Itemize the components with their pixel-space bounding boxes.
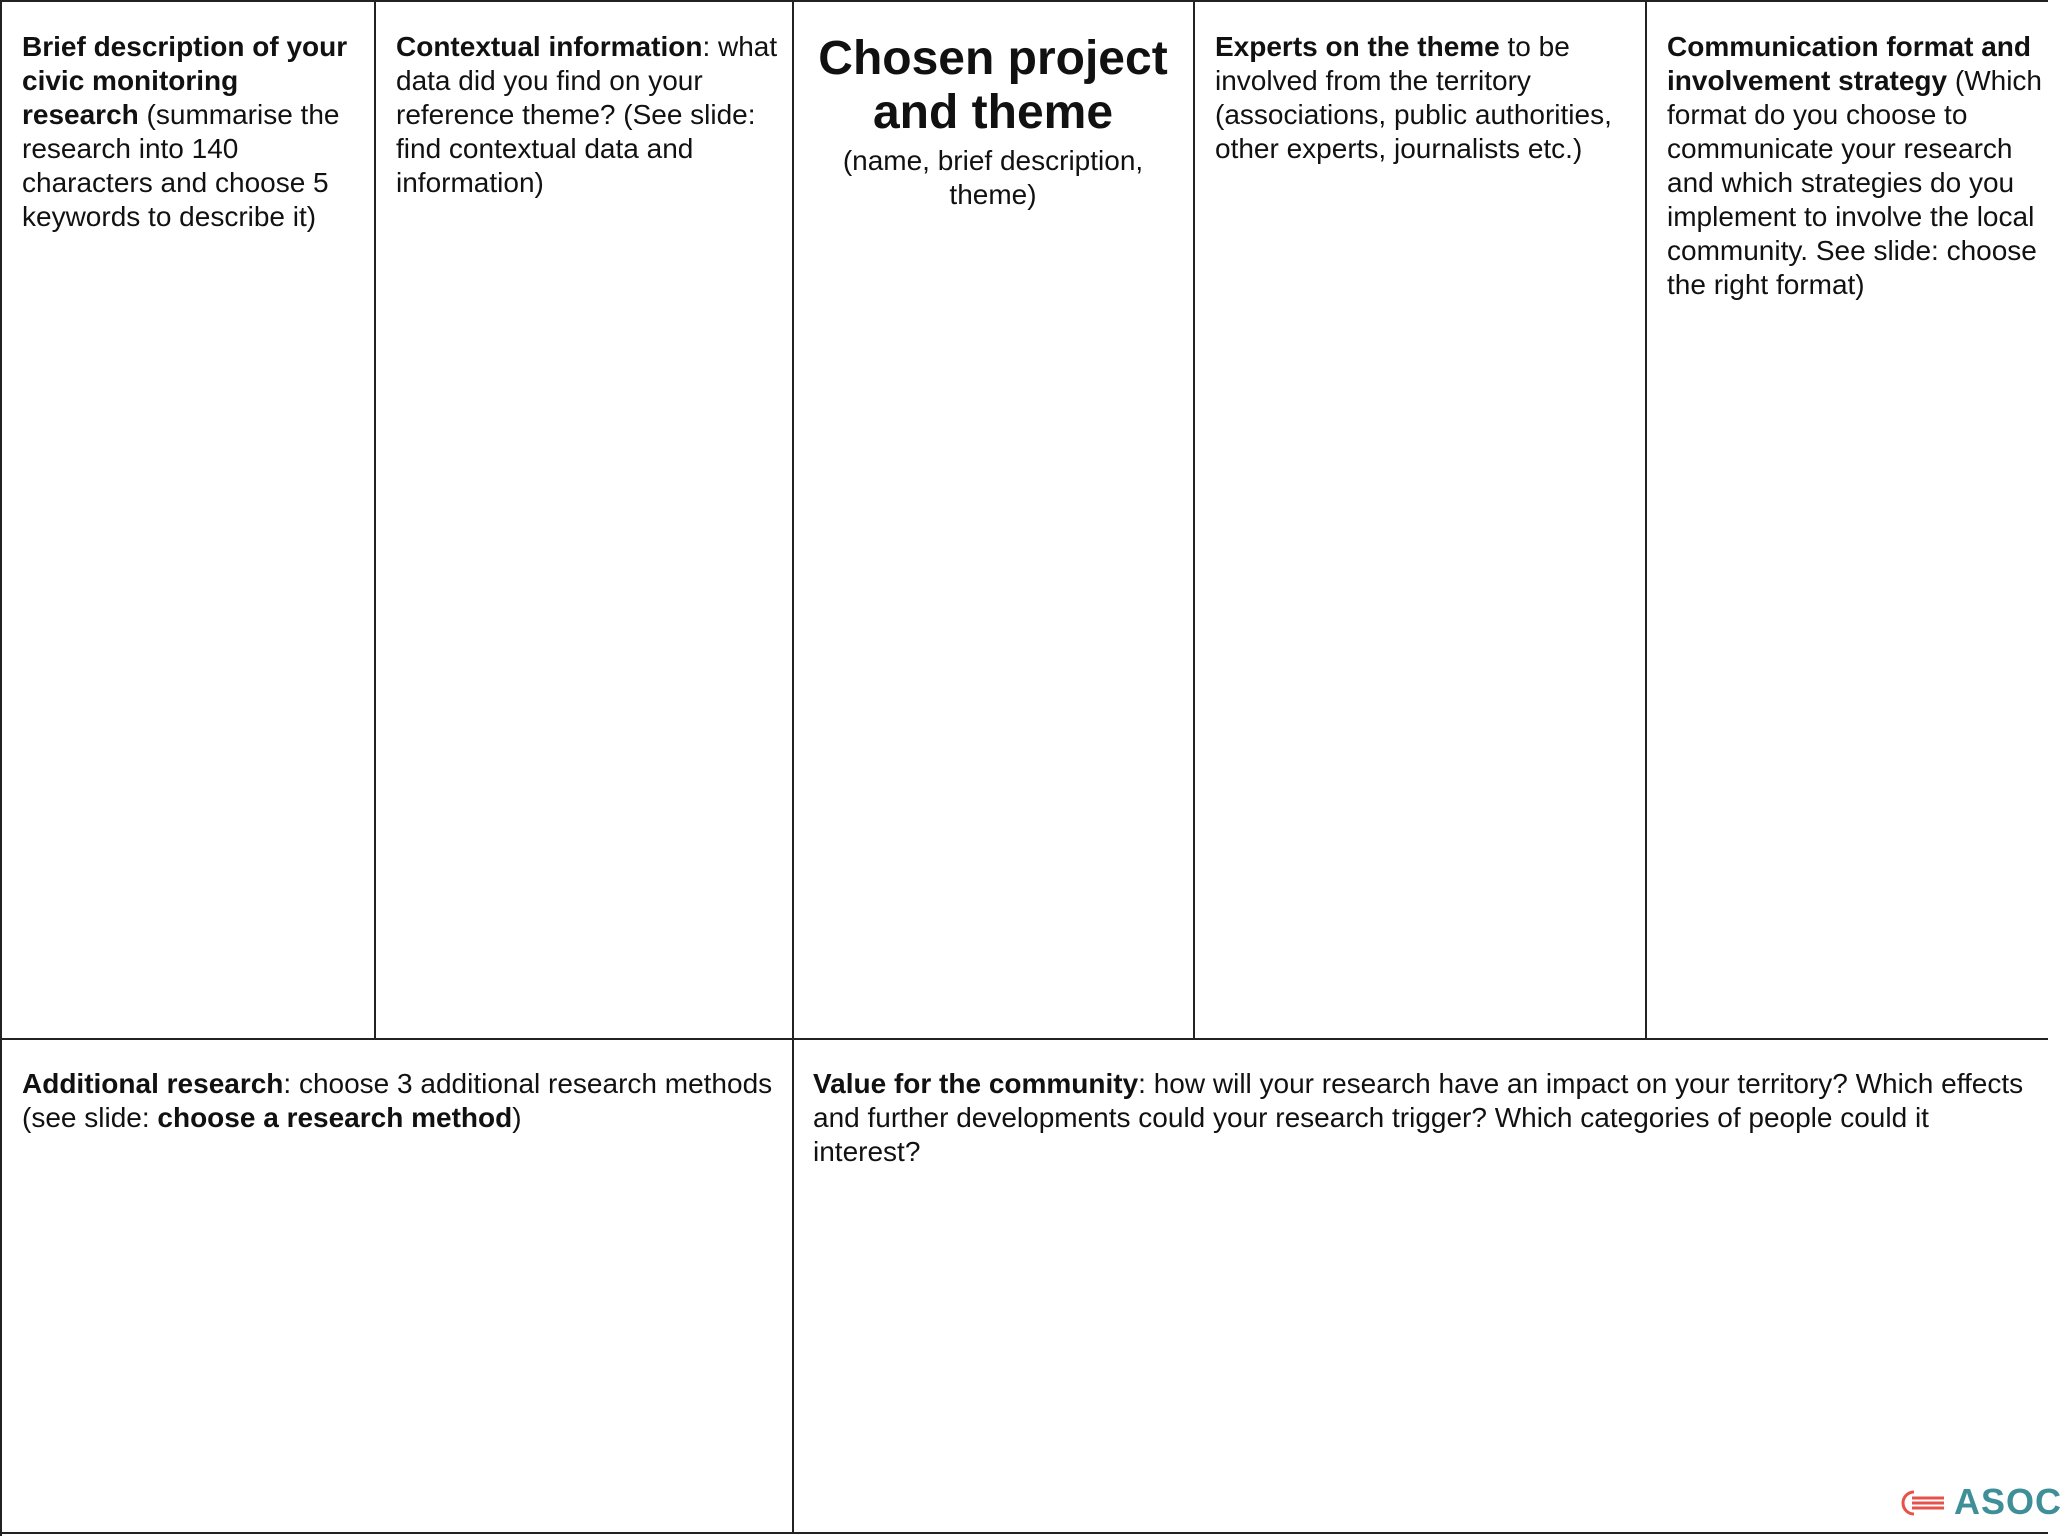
- chosen-project-subtitle: (name, brief description, theme): [842, 145, 1144, 210]
- communication-text: (Which format do you choose to communicate your research and which strategies do you implement to involve the local community. See slide: choose the right format): [1667, 65, 2043, 300]
- value-community-heading: Value for the community: [813, 1068, 1139, 1099]
- vertical-divider-1: [374, 0, 376, 1039]
- cell-communication: [1667, 30, 2048, 302]
- communication-heading: Communication format and involvement strategy: [1667, 31, 2032, 96]
- border-bottom: [0, 1532, 2048, 1534]
- experts-heading: Experts on the theme: [1215, 31, 1500, 62]
- cell-brief-description: [22, 30, 362, 234]
- vertical-divider-2: [792, 0, 794, 1534]
- asoc-logo-text: [1954, 1482, 2062, 1522]
- asoc-logo-text-letters: ASOC: [1954, 1481, 2062, 1522]
- chosen-project-title: Chosen project and theme: [818, 32, 1168, 139]
- border-left: [0, 0, 2, 1536]
- asoc-logo: [1898, 1481, 2062, 1522]
- cell-additional-research: [22, 1067, 782, 1135]
- cell-chosen-project: [800, 32, 1186, 212]
- value-community-text: : how will your research have an impact on your territory? Which effects and further developments could your research trigger? Which categories of people could it interest?: [813, 1068, 2024, 1167]
- additional-research-heading: Additional research: [22, 1068, 284, 1099]
- contextual-information-text: : what data did you find on your reference theme? (See slide: find contextual data and information): [396, 31, 778, 198]
- additional-research-text: : choose 3 additional research methods (see slide:: [22, 1068, 773, 1133]
- asoc-logo-icon: [1898, 1488, 1946, 1518]
- vertical-divider-3: [1193, 0, 1195, 1039]
- additional-research-tail: ): [512, 1102, 522, 1133]
- additional-research-link: choose a research method: [157, 1102, 513, 1133]
- contextual-information-heading: Contextual information: [396, 31, 703, 62]
- vertical-divider-4: [1645, 0, 1647, 1039]
- cell-value-community: [813, 1067, 2038, 1169]
- horizontal-divider: [0, 1038, 2048, 1040]
- cell-contextual-information: [396, 30, 781, 200]
- border-top: [0, 0, 2048, 2]
- experts-text: to be involved from the territory (associations, public authorities, other experts, journalists etc.): [1215, 31, 1612, 164]
- cell-experts: [1215, 30, 1635, 166]
- brief-description-heading: Brief description of your civic monitoring research: [22, 31, 348, 130]
- brief-description-text: (summarise the research into 140 characters and choose 5 keywords to describe it): [22, 99, 340, 232]
